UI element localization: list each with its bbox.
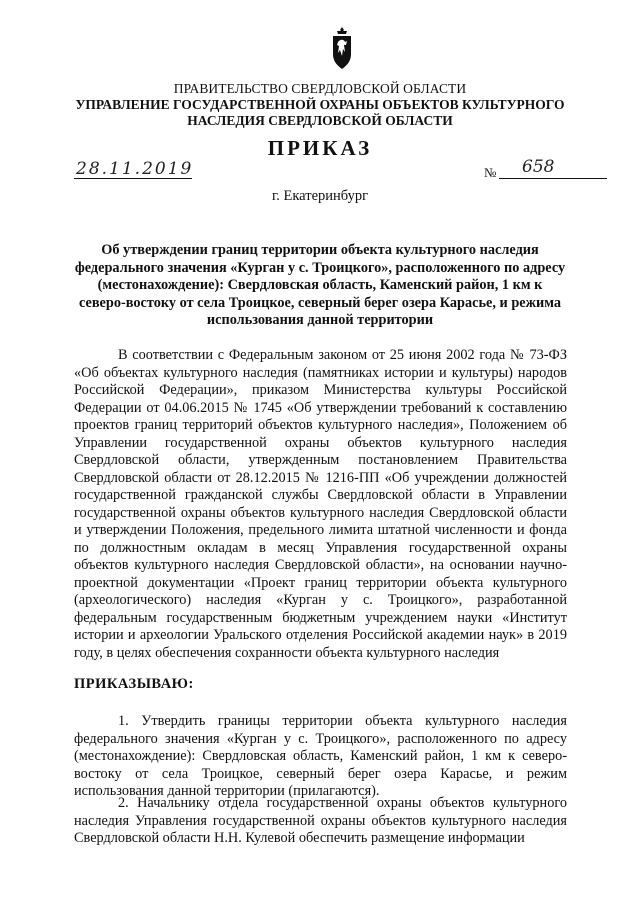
government-name: ПРАВИТЕЛЬСТВО СВЕРДЛОВСКОЙ ОБЛАСТИ <box>173 81 467 96</box>
document-type: ПРИКАЗ <box>267 136 373 160</box>
order-subject: Об утверждении границ территории объекта культурного наследия федерального значения «Курган у с. Троицкого», расположенного по адресу (местонахождение): Свердловская область, Каменский район, 1 км к северо-востоку от села Троицкое, северный берег озера Карасье, и режима использования данной территории <box>74 242 566 328</box>
number-label: № <box>484 165 497 180</box>
order-date: 28.11.2019 <box>76 159 194 179</box>
department-name: УПРАВЛЕНИЕ ГОСУДАРСТВЕННОЙ ОХРАНЫ ОБЪЕКТОВ КУЛЬТУРНОГО НАСЛЕДИЯ СВЕРДЛОВСКОЙ ОБЛАСТИ <box>75 97 565 128</box>
coat-of-arms-icon <box>330 26 354 70</box>
order-item-1 <box>74 713 567 801</box>
order-item-text: 1. Утвердить границы территории объекта культурного наследия федерального значения «Курган у с. Троицкого», расположенного по адресу (местонахождение): Свердловская область, Каменский район, 1 км к северо-востоку от села Троицкое, северный берег озера Карасье, и режим использования данной территории (прилагаются). <box>74 713 567 799</box>
order-number: 658 <box>522 157 555 177</box>
order-keyword: ПРИКАЗЫВАЮ: <box>74 676 194 692</box>
number-underline <box>499 178 607 179</box>
preamble-paragraph: В соответствии с Федеральным законом от 25 июня 2002 года № 73-ФЗ «Об объектах культурного наследия (памятниках истории и культуры) народов Российской Федерации», приказом Министерства культуры Российской Федерации от 04.06.2015 № 1745 «Об утверждении требований к составлению проектов границ территорий объектов культурного наследия», Положением об Управлении государственной охраны объектов культурного наследия Свердловской области, утвержденным постановлением Правительства Свердловской области от 28.12.2015 № 1216-ПП «Об учреждении должностей государственной гражданской службы Свердловской области в Управлении государственной охраны объектов культурного наследия Свердловской области и утверждении Положения, предельного лимита штатной численности и фонда по должностным окладам в месяц Управления государственной охраны объектов культурного наследия Свердловской области», на основании научно-проектной документации «Проект границ территории объекта культурного (археологического) наследия «Курган у с. Троицкого», разработанной федеральным государственным бюджетным учреждением науки «Институт истории и археологии Уральского отделения Российской академии наук» в 2019 году, в целях обеспечения сохранности объекта культурного наследия <box>74 347 567 661</box>
order-item-2 <box>74 795 567 848</box>
date-underline <box>74 178 192 179</box>
order-item-text: 2. Начальнику отдела государственной охраны объектов культурного наследия Управления государственной охраны объектов культурного наследия Свердловской области Н.Н. Кулевой обеспечить размещение информации <box>74 795 567 846</box>
city: г. Екатеринбург <box>271 188 369 204</box>
